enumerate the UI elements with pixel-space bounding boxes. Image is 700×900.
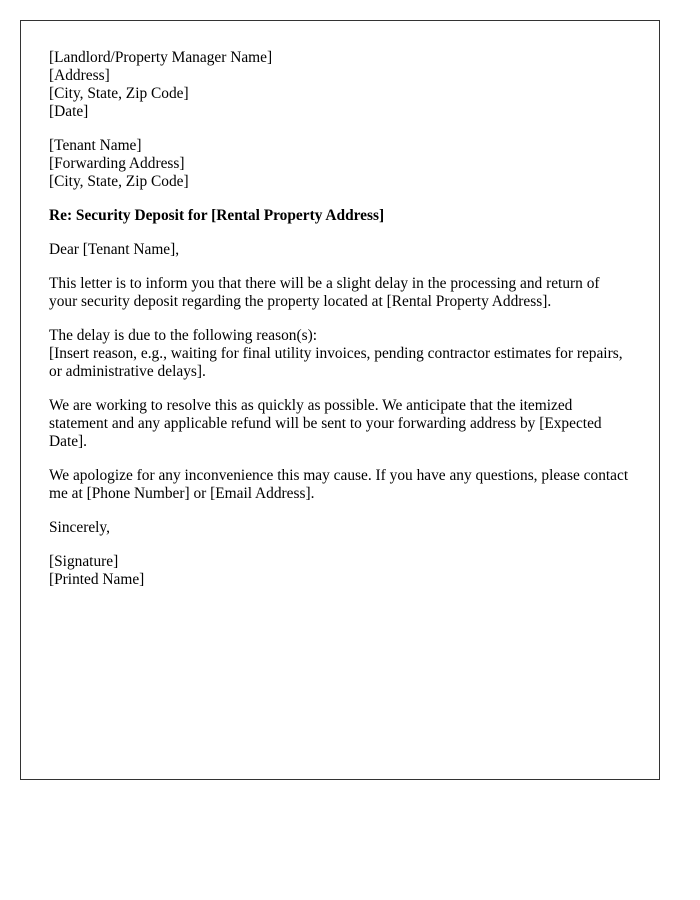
signature: [Signature]	[49, 553, 119, 570]
subject-line: Re: Security Deposit for [Rental Property Address]	[49, 207, 385, 224]
salutation: Dear [Tenant Name],	[49, 241, 180, 258]
closing: Sincerely,	[49, 519, 110, 536]
body-paragraph-3: We are working to resolve this as quickly as possible. We anticipate that the itemized statement and any applicable refund will be sent to your forwarding address by [Expected Date].	[49, 397, 602, 450]
sender-city-state-zip: [City, State, Zip Code]	[49, 85, 189, 102]
letter-page	[20, 20, 660, 780]
sender-name: [Landlord/Property Manager Name]	[49, 49, 273, 66]
recipient-name: [Tenant Name]	[49, 137, 142, 154]
delay-reason: [Insert reason, e.g., waiting for final utility invoices, pending contractor estimates for repairs, or administrative delays].	[49, 345, 627, 380]
sender-address: [Address]	[49, 67, 110, 84]
body-paragraph-1: This letter is to inform you that there will be a slight delay in the processing and return of your security deposit regarding the property located at [Rental Property Address].	[49, 275, 600, 310]
recipient-address: [Forwarding Address]	[49, 155, 185, 172]
sender-block	[49, 49, 631, 121]
recipient-city-state-zip: [City, State, Zip Code]	[49, 173, 189, 190]
printed-name: [Printed Name]	[49, 571, 145, 588]
body-paragraph-2	[49, 327, 631, 381]
delay-reason-intro: The delay is due to the following reason(s):	[49, 327, 317, 344]
body-paragraph-4: We apologize for any inconvenience this may cause. If you have any questions, please contact me at [Phone Number] or [Email Address].	[49, 467, 629, 502]
recipient-block	[49, 137, 631, 191]
letter-date: [Date]	[49, 103, 89, 120]
signature-block	[49, 553, 631, 589]
